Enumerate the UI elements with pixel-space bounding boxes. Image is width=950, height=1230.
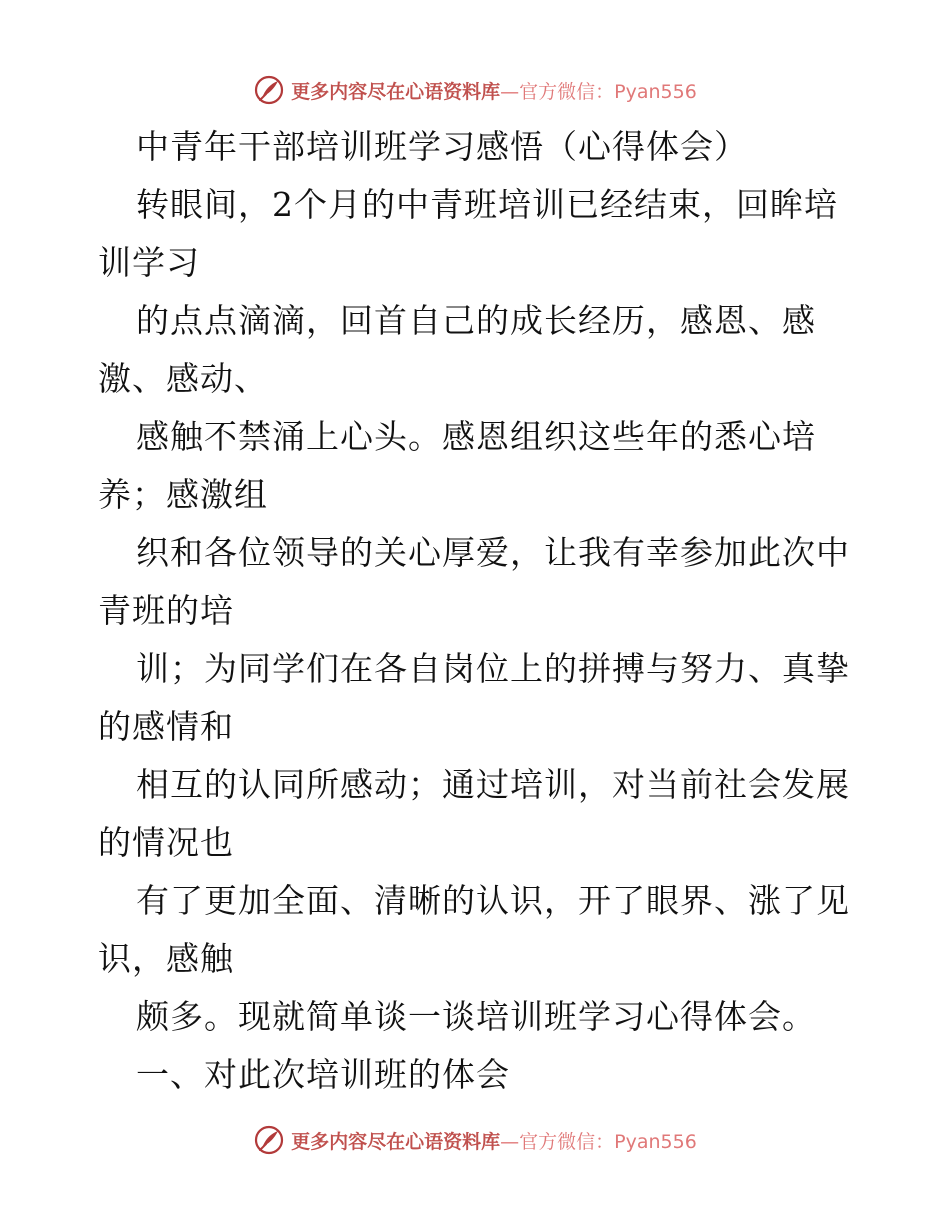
paragraph-line: 转眼间，2个月的中青班培训已经结束，回眸培: [136, 185, 838, 224]
feather-quill-logo-icon: [253, 74, 285, 106]
paragraph-line: 激、感动、: [98, 359, 268, 398]
paragraph-line: 的点点滴滴，回首自己的成长经历，感恩、感: [136, 301, 816, 340]
document-body: [98, 118, 858, 1104]
paragraph-line: 的情况也: [98, 823, 234, 862]
banner-main-text: 更多内容尽在心语资料库: [291, 1130, 501, 1153]
paragraph-line: 养；感激组: [98, 475, 268, 514]
banner-sub-text: —官方微信：Pyan556: [500, 1130, 697, 1153]
footer-banner: [0, 1120, 950, 1160]
paragraph-line: 有了更加全面、清晰的认识，开了眼界、涨了见: [136, 881, 850, 920]
paragraph-line: 识，感触: [98, 939, 234, 978]
feather-quill-logo-icon: [253, 1124, 285, 1156]
banner-main-text: 更多内容尽在心语资料库: [291, 80, 501, 103]
paragraph-line: 训；为同学们在各自岗位上的拼搏与努力、真挚: [136, 649, 850, 688]
banner-sub-text: —官方微信：Pyan556: [500, 80, 697, 103]
paragraph-line: 相互的认同所感动；通过培训，对当前社会发展: [136, 765, 850, 804]
document-title: 中青年干部培训班学习感悟（心得体会）: [136, 127, 748, 166]
paragraph-line: 训学习: [98, 243, 200, 282]
paragraph-line: 感触不禁涌上心头。感恩组织这些年的悉心培: [136, 417, 816, 456]
paragraph-line: 织和各位领导的关心厚爱，让我有幸参加此次中: [136, 533, 850, 572]
paragraph-line: 的感情和: [98, 707, 234, 746]
paragraph-line: 青班的培: [98, 591, 234, 630]
paragraph-line: 颇多。现就简单谈一谈培训班学习心得体会。: [136, 997, 816, 1036]
section-heading: 一、对此次培训班的体会: [136, 1055, 510, 1094]
header-banner: [0, 70, 950, 110]
